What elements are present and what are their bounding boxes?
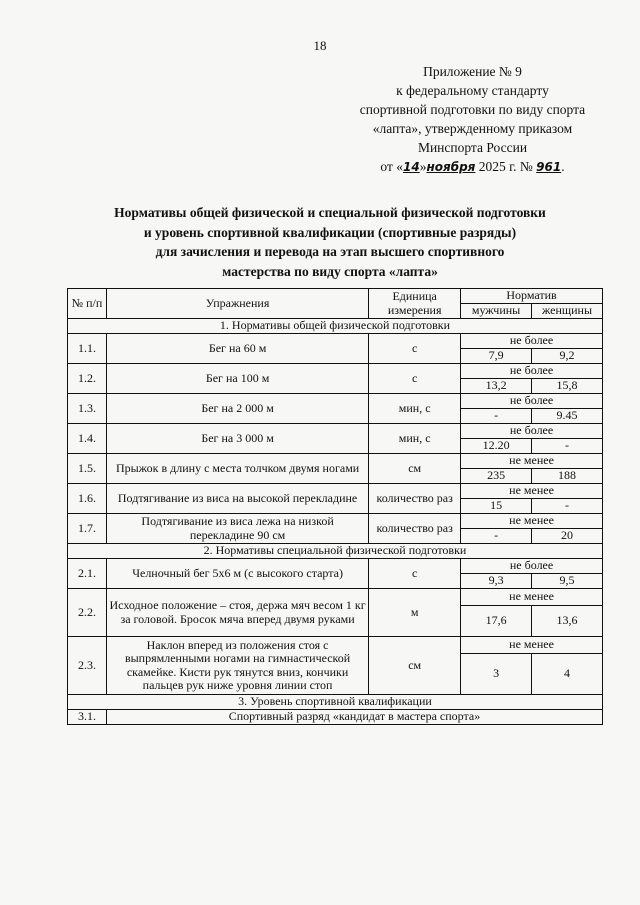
row-men-value: 235 xyxy=(461,469,532,484)
row-men-value: 13,2 xyxy=(461,379,532,394)
date-prefix: от « xyxy=(380,159,403,174)
section-title: 2. Нормативы специальной физической подготовки xyxy=(68,544,603,559)
header-num: № п/п xyxy=(68,289,107,319)
row-women-value: - xyxy=(532,439,603,454)
row-num: 1.4. xyxy=(68,424,107,454)
row-exercise: Бег на 60 м xyxy=(106,334,368,364)
row-qualifier: не более xyxy=(461,394,603,409)
header-men: мужчины xyxy=(461,304,532,319)
title-line: Нормативы общей физической и специальной физической подготовки xyxy=(114,205,546,220)
row-unit: с xyxy=(369,334,461,364)
row-women-value: 4 xyxy=(532,654,603,695)
row-women-value: - xyxy=(532,499,603,514)
row-qualifier: не более xyxy=(461,334,603,349)
handwritten-order-number: 961 xyxy=(536,160,562,174)
row-num: 1.1. xyxy=(68,334,107,364)
row-exercise: Прыжок в длину с места толчком двумя ногами xyxy=(106,454,368,484)
row-exercise: Челночный бег 5x6 м (с высокого старта) xyxy=(106,559,368,589)
annex-line: спортивной подготовки по виду спорта xyxy=(359,102,586,117)
section-title: 3. Уровень спортивной квалификации xyxy=(68,695,603,710)
row-men-value: 7,9 xyxy=(461,349,532,364)
header-unit: Единица измерения xyxy=(369,289,461,319)
row-qualifier: не менее xyxy=(461,514,603,529)
row-num: 1.5. xyxy=(68,454,107,484)
row-num: 1.3. xyxy=(68,394,107,424)
row-women-value: 9,2 xyxy=(532,349,603,364)
header-women: женщины xyxy=(532,304,603,319)
row-num: 2.2. xyxy=(68,589,107,637)
row-num: 3.1. xyxy=(68,710,107,725)
page-number: 18 xyxy=(313,38,327,53)
row-qualifier: не более xyxy=(461,364,603,379)
date-mid: » xyxy=(419,159,427,174)
title-line: и уровень спортивной квалификации (спортивные разряды) xyxy=(143,224,517,240)
row-women-value: 188 xyxy=(532,469,603,484)
row-women-value: 9.45 xyxy=(532,409,603,424)
row-unit: с xyxy=(369,364,461,394)
row-men-value: 3 xyxy=(461,654,532,695)
title-line: мастерства по виду спорта «лапта» xyxy=(222,263,438,279)
row-men-value: - xyxy=(461,409,532,424)
row-women-value: 20 xyxy=(532,529,603,544)
title-line: для зачисления и перевода на этап высшего спортивного xyxy=(155,244,505,259)
row-unit: количество раз xyxy=(369,514,461,544)
row-num: 2.1. xyxy=(68,559,107,589)
row-num: 2.3. xyxy=(68,637,107,695)
date-year: 2025 г. № xyxy=(478,159,533,174)
row-qualifier: не менее xyxy=(461,454,603,469)
row-exercise: Подтягивание из виса лежа на низкой перекладине 90 см xyxy=(106,514,368,544)
row-women-value: 9,5 xyxy=(532,574,603,589)
row-women-value: 13,6 xyxy=(532,606,603,637)
row-unit: мин, с xyxy=(369,394,461,424)
row-qualifier: не более xyxy=(461,424,603,439)
row-num: 1.6. xyxy=(68,484,107,514)
row-exercise: Бег на 100 м xyxy=(106,364,368,394)
row-unit: м xyxy=(369,589,461,637)
section-title: 1. Нормативы общей физической подготовки xyxy=(68,319,603,334)
row-unit: мин, с xyxy=(369,424,461,454)
row-num: 1.7. xyxy=(68,514,107,544)
row-unit: см xyxy=(369,454,461,484)
header-exercise: Упражнения xyxy=(106,289,368,319)
qualification-text: Спортивный разряд «кандидат в мастера спорта» xyxy=(106,710,602,725)
row-men-value: 17,6 xyxy=(461,606,532,637)
handwritten-month: ноября xyxy=(426,160,476,174)
row-qualifier: не менее xyxy=(461,484,603,499)
document-title xyxy=(60,203,600,281)
row-exercise: Наклон вперед из положения стоя с выпрямленными ногами на гимнастической скамейке. Кисти рук тянутся вниз, кончики пальцев рук ниже уровня линии стоп xyxy=(106,637,368,695)
row-qualifier: не менее xyxy=(461,589,603,606)
row-exercise: Подтягивание из виса на высокой перекладине xyxy=(106,484,368,514)
row-qualifier: не менее xyxy=(461,637,603,654)
row-women-value: 15,8 xyxy=(532,379,603,394)
order-date-line: от «14»ноября 2025 г. № 961. xyxy=(380,159,565,174)
annex-header xyxy=(330,62,615,177)
annex-title: Приложение № 9 xyxy=(423,64,522,79)
annex-line: «лапта», утвержденному приказом xyxy=(372,121,573,136)
norms-table xyxy=(67,288,603,725)
row-exercise: Бег на 3 000 м xyxy=(106,424,368,454)
row-num: 1.2. xyxy=(68,364,107,394)
row-men-value: 15 xyxy=(461,499,532,514)
row-unit: количество раз xyxy=(369,484,461,514)
row-unit: см xyxy=(369,637,461,695)
annex-line: к федеральному стандарту xyxy=(396,83,549,98)
row-unit: с xyxy=(369,559,461,589)
row-men-value: - xyxy=(461,529,532,544)
row-qualifier: не более xyxy=(461,559,603,574)
row-exercise: Исходное положение – стоя, держа мяч весом 1 кг за головой. Бросок мяча вперед двумя руками xyxy=(106,589,368,637)
row-exercise: Бег на 2 000 м xyxy=(106,394,368,424)
handwritten-day: 14 xyxy=(403,160,420,174)
row-men-value: 12.20 xyxy=(461,439,532,454)
header-norm: Норматив xyxy=(461,289,603,304)
annex-line: Минспорта России xyxy=(417,140,528,155)
row-men-value: 9,3 xyxy=(461,574,532,589)
